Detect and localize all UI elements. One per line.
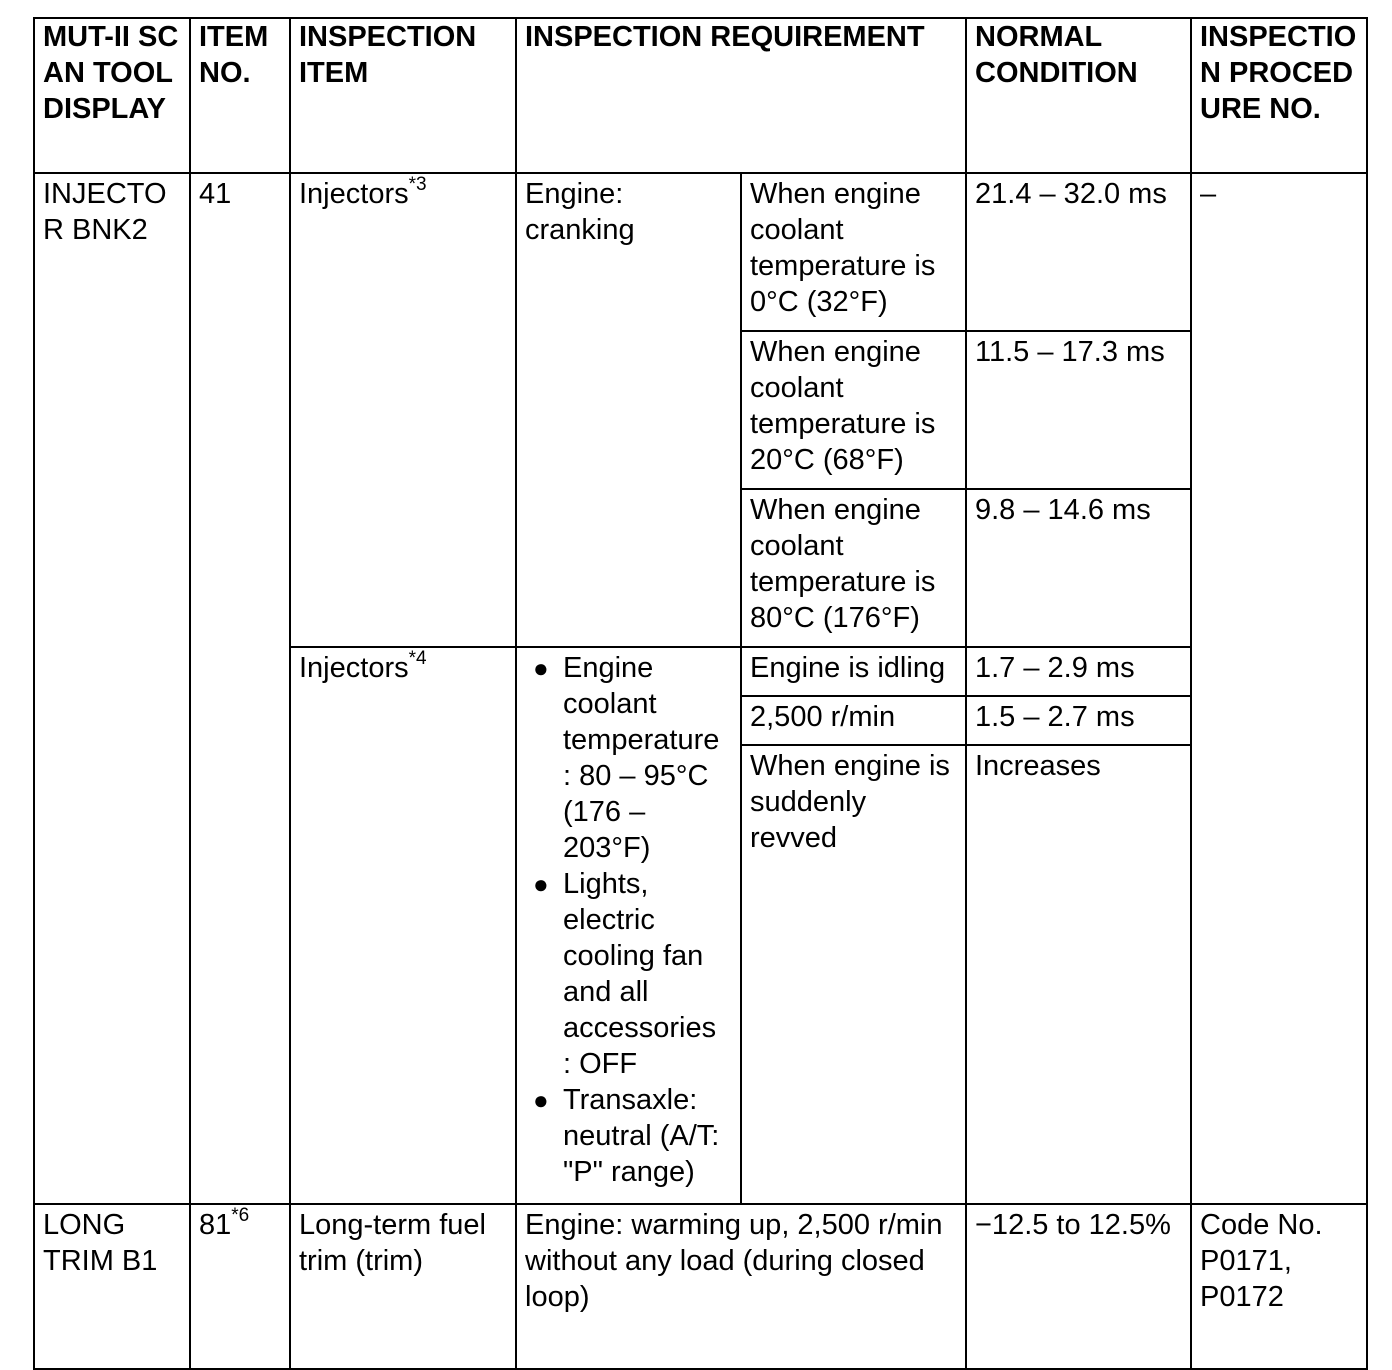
footnote-ref: *3 bbox=[408, 174, 427, 196]
normal-condition-value: 1.5 – 2.7 ms bbox=[966, 696, 1191, 745]
header-row bbox=[34, 18, 1367, 173]
bullet-icon: ● bbox=[533, 1085, 549, 1115]
condition-when: When engine coolant temperature is 80°C (176°F) bbox=[741, 489, 966, 647]
requirement-engine-cranking: Engine: cranking bbox=[516, 173, 741, 647]
condition-when: When engine is suddenly revved bbox=[741, 745, 966, 1204]
header-item-no: ITEM NO. bbox=[190, 18, 290, 173]
requirement-text: Engine coolant temperature : 80 – 95°C (176 – 203°F) bbox=[563, 652, 720, 864]
inspection-item-injectors-cranking bbox=[290, 173, 516, 647]
header-normal-condition: NORMAL CONDITION bbox=[966, 18, 1191, 173]
normal-condition-value: −12.5 to 12.5% bbox=[966, 1204, 1191, 1369]
item-no-81 bbox=[190, 1204, 290, 1369]
footnote-ref: *6 bbox=[231, 1205, 250, 1227]
normal-condition-value: 21.4 – 32.0 ms bbox=[966, 173, 1191, 331]
requirement-text: Transaxle: neutral (A/T: "P" range) bbox=[563, 1084, 720, 1188]
normal-condition-value: 1.7 – 2.9 ms bbox=[966, 647, 1191, 696]
normal-condition-value: 9.8 – 14.6 ms bbox=[966, 489, 1191, 647]
list-item bbox=[533, 650, 732, 866]
inspection-item-long-term-fuel-trim: Long-term fuel trim (trim) bbox=[290, 1204, 516, 1369]
condition-when: 2,500 r/min bbox=[741, 696, 966, 745]
table-row bbox=[34, 173, 1367, 331]
inspection-item-injectors-running bbox=[290, 647, 516, 1204]
condition-when: When engine coolant temperature is 0°C (32°F) bbox=[741, 173, 966, 331]
condition-when: Engine is idling bbox=[741, 647, 966, 696]
header-inspection-requirement: INSPECTION REQUIREMENT bbox=[516, 18, 966, 173]
procedure-no-dash: – bbox=[1191, 173, 1367, 1204]
bullet-icon: ● bbox=[533, 869, 549, 899]
requirement-warming-up: Engine: warming up, 2,500 r/min without any load (during closed loop) bbox=[516, 1204, 966, 1369]
item-no-value: 81 bbox=[199, 1209, 232, 1241]
procedure-no-codes: Code No. P0171, P0172 bbox=[1191, 1204, 1367, 1369]
inspection-item-label: Injectors bbox=[299, 652, 409, 684]
header-scan-tool-display: MUT-II SCAN TOOL DISPLAY bbox=[34, 18, 190, 173]
inspection-item-label: Injectors bbox=[299, 178, 409, 210]
condition-when: When engine coolant temperature is 20°C (68°F) bbox=[741, 331, 966, 489]
scan-display-injector-bnk2: INJECTOR BNK2 bbox=[34, 173, 190, 1204]
inspection-table bbox=[33, 17, 1368, 1370]
requirement-list-cell bbox=[516, 647, 741, 1204]
requirement-text: Lights, electric cooling fan and all accessories : OFF bbox=[563, 868, 717, 1080]
requirement-list bbox=[525, 650, 732, 1190]
header-inspection-procedure-no: INSPECTION PROCEDURE NO. bbox=[1191, 18, 1367, 173]
scan-display-long-trim-b1: LONG TRIM B1 bbox=[34, 1204, 190, 1369]
list-item bbox=[533, 1082, 732, 1190]
item-no-41: 41 bbox=[190, 173, 290, 1204]
footnote-ref: *4 bbox=[408, 648, 427, 670]
bullet-icon: ● bbox=[533, 653, 549, 683]
header-inspection-item: INSPECTION ITEM bbox=[290, 18, 516, 173]
normal-condition-value: Increases bbox=[966, 745, 1191, 1204]
list-item bbox=[533, 866, 732, 1082]
table-row bbox=[34, 1204, 1367, 1369]
normal-condition-value: 11.5 – 17.3 ms bbox=[966, 331, 1191, 489]
